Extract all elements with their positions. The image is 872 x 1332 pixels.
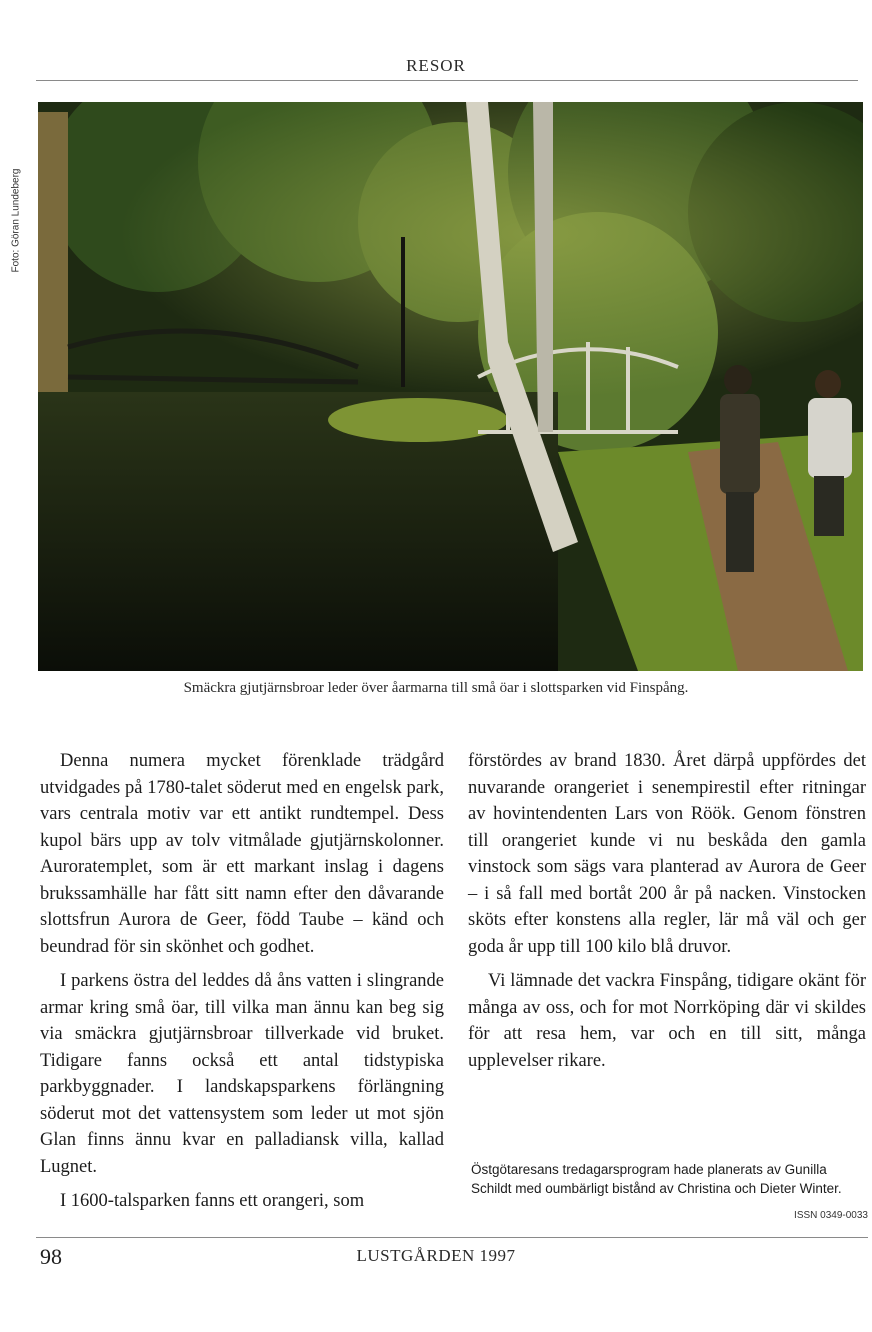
park-photo — [38, 102, 863, 671]
paragraph: förstördes av brand 1830. Året därpå uppfördes det nuvarande orangeriet i senempirestil efter ritningar av hovintendenten Lars von Röök. Genom fönstren till orangeriet kunde vi nu beskåda den gamla vinstock som sägs vara planterad av Aurora de Geer – i så fall med bortåt 200 år på nacken. Vinstocken sköts efter konstens alla regler, lär må väl och ger goda år upp till 100 kilo blå druvor. — [468, 751, 866, 957]
paragraph: I 1600-talsparken fanns ett orangeri, som — [60, 1191, 365, 1211]
section-header: RESOR — [406, 56, 466, 75]
header-rule — [36, 80, 858, 81]
paragraph: Vi lämnade det vackra Finspång, tidigare okänt för många av oss, och for mot Norrköping där vi skildes för att resa hem, var och en till sitt, många upplevelser rikare. — [468, 971, 866, 1071]
page-number: 98 — [40, 1244, 62, 1269]
credits-note: Östgötaresans tredagarsprogram hade planerats av Gunilla Schildt med oumbärligt bistånd av Christina och Dieter Winter. — [471, 1162, 842, 1196]
article-column-left — [40, 748, 444, 1223]
building-facade — [38, 112, 68, 412]
publication-footer: LUSTGÅRDEN 1997 — [356, 1246, 516, 1265]
photo-credit: Foto: Göran Lundeberg — [10, 168, 22, 272]
photo-credit-container — [4, 165, 28, 275]
paragraph: I parkens östra del leddes då åns vatten i slingrande armar kring små öar, till vilka man ännu kan beg sig via smäckra gjutjärnsbroar tillverkade vid bruket. Tidigare fanns också ett antal tidstypiska parkbyggnader. I landskapsparkens förlängning söderut mot det vattensystem som leder ut mot sjön Glan finns ännu kvar en palladiansk villa, kallad Lugnet. — [40, 971, 444, 1177]
footer-rule — [36, 1237, 868, 1238]
issn-number: ISSN 0349-0033 — [794, 1210, 868, 1221]
photo-caption: Smäckra gjutjärnsbroar leder över åarmarna till små öar i slottsparken vid Finspång. — [183, 680, 689, 696]
island-lawn — [328, 398, 508, 442]
paragraph: Denna numera mycket förenklade trädgård utvidgades på 1780-talet söderut med en engelsk park, vars centrala motiv var ett antikt rundtempel. Dess kupol bärs upp av tolv vitmålade gjutjärnskolonner. Auroratemplet, som är ett markant inslag i dagens brukssamhälle har fått sitt namn efter den dåvarande slottsfrun Aurora de Geer, född Taube – känd och beundrad för sin skönhet och godhet. — [40, 751, 444, 957]
article-column-right — [468, 748, 866, 1082]
